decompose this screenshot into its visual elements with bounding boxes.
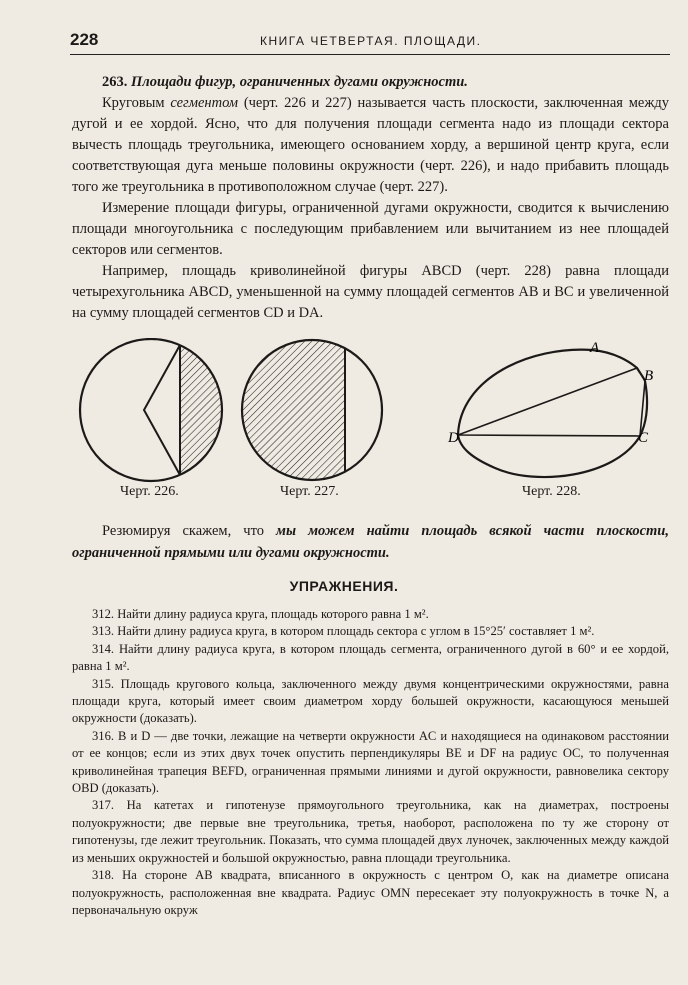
- figure-227: [230, 338, 382, 488]
- figures-drawing: [60, 338, 680, 508]
- figures: [60, 338, 680, 508]
- running-title: КНИГА ЧЕТВЕРТАЯ. ПЛОЩАДИ.: [260, 34, 482, 48]
- exercises-heading: УПРАЖНЕНИЯ.: [289, 578, 399, 594]
- exercise-315: 315. Площадь кругового кольца, заключенного между двумя концентрическими окружностями, равна площади круга, который имеет своим диаметром хорду большей окружности, касающуюся меньшей окружности (доказать).: [72, 676, 669, 726]
- term-segment: сегментом: [170, 95, 239, 111]
- page-header: [70, 30, 670, 55]
- paragraph-measurement: Измерение площади фигуры, ограниченной дугами окружности, сводится к вычислению площади многоугольника с последующим прибавлением или вычитанием из нее площадей секторов или сегментов.: [72, 200, 669, 258]
- figure-226: [80, 338, 240, 488]
- exercise-314: 314. Найти длину радиуса круга, в котором площадь сегмента, ограниченного дугой в 60° и ее хордой, равна 1 м².: [72, 641, 669, 674]
- caption-227: Черт. 227.: [280, 484, 339, 499]
- caption-228: Черт. 228.: [522, 484, 581, 499]
- section-number: 263.: [102, 74, 128, 90]
- exercise-316: 316. B и D — две точки, лежащие на четверти окружности AC и находящиеся на одинаковом расстоянии от ее концов; если из этих двух точек опустить перпендикуляры BE и DF на радиус OC, то полученная криволинейная трапеция BEFD, ограниченная прямыми линиями и дугой окружности, равновелика сектору OBD (доказать).: [72, 728, 669, 796]
- summary-paragraph: [72, 520, 669, 564]
- figure-228: [447, 340, 653, 477]
- label-C: C: [638, 430, 649, 446]
- section-263: [72, 72, 669, 324]
- summary-start: Резюмируя скажем, что: [102, 523, 264, 539]
- paragraph-example: Например, площадь криволинейной фигуры ABCD (черт. 228) равна площади четырехугольника ABCD, уменьшенной на сумму площадей сегментов AB и BC и увеличенной на сумму площадей сегментов CD и DA.: [72, 263, 669, 321]
- exercise-317: 317. На катетах и гипотенузе прямоугольного треугольника, как на диаметрах, построены полуокружности; две первые вне треугольника, третья, наоборот, расположена по ту же сторону от гипотенузы, где лежит треугольник. Показать, что сумма площадей двух луночек, заключенных между каждой из меньших окружностей и большой окружностью, равна площади треугольника.: [72, 798, 669, 865]
- section-title: Площади фигур, ограниченных дугами окружности.: [131, 74, 468, 90]
- curvilinear-figure: [458, 350, 647, 477]
- paragraph-segment-definition: [72, 93, 669, 198]
- exercise-312: 312. Найти длину радиуса круга, площадь которого равна 1 м².: [92, 607, 429, 621]
- exercise-318: 318. На стороне AB квадрата, вписанного в окружность с центром O, как на диаметре описана полуокружность, расположенная вне квадрата. Радиус OMN пересекает эту полуокружность в точке N, а первоначальную окруж: [72, 868, 669, 917]
- p1-rest: (черт. 226 и 227) называется часть плоскости, заключенная между дугой и ее хордой. Ясно, что для получения площади сегмента надо из площади сектора вычесть площадь треугольника, имеющего основанием хорду, а вершиной центр круга, если соответствующая дуга меньше половины окружности (черт. 226), и надо прибавить площадь того же треугольника в противоположном случае (черт. 227).: [72, 95, 669, 195]
- quadrilateral-abcd: [458, 368, 645, 436]
- caption-226: Черт. 226.: [120, 484, 179, 499]
- segment-hatch: [230, 338, 345, 488]
- label-D: D: [448, 430, 459, 446]
- summary-conclusion: мы можем найти площадь всякой части плоскости, ограниченной прямыми или дугами окружности.: [72, 523, 670, 561]
- sector-radii: [144, 345, 180, 475]
- label-B: B: [644, 368, 654, 384]
- page-number: 228: [70, 30, 99, 49]
- section-title-line: [72, 72, 669, 93]
- exercises-list: [72, 606, 669, 919]
- summary: [72, 520, 669, 564]
- p1-start: Круговым: [102, 95, 165, 111]
- label-A: A: [590, 340, 600, 356]
- segment-hatch: [180, 338, 240, 488]
- exercise-313: 313. Найти длину радиуса круга, в котором площадь сектора с углом в 15°25′ составляет 1 м².: [92, 624, 595, 639]
